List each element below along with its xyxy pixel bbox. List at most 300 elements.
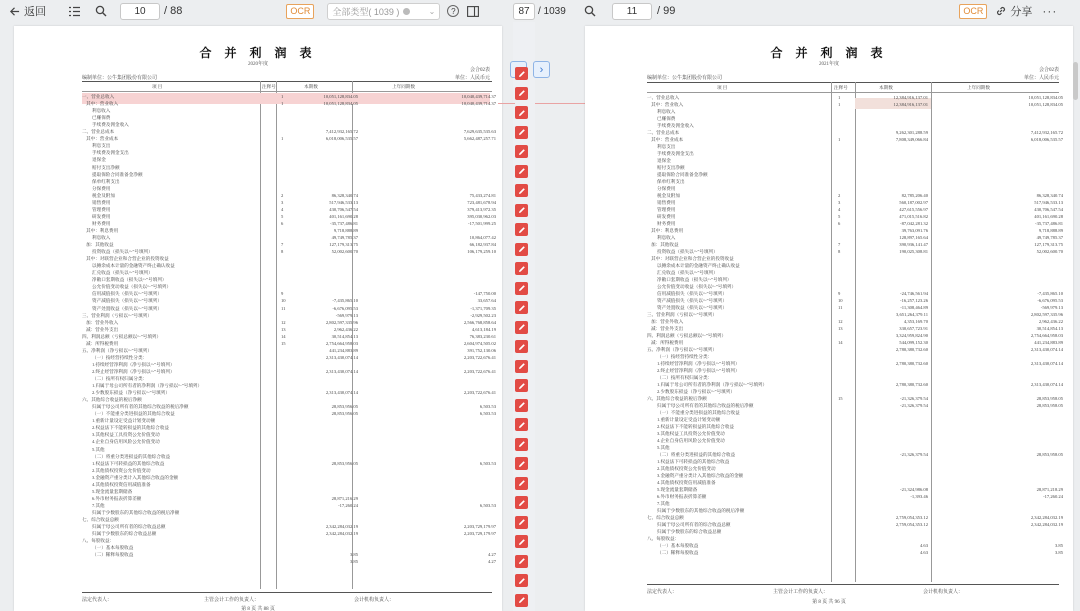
table-row — [647, 172, 1063, 178]
row-item: 利息支出 — [657, 144, 676, 149]
statement-year: 2020年度 — [247, 62, 268, 67]
table-row — [82, 277, 498, 283]
table-row — [647, 473, 1063, 479]
table-row — [647, 186, 1063, 192]
row-current: 28,871,216.29 — [331, 495, 358, 501]
row-item: 公允价值变动收益（损失以“-”号填列） — [92, 284, 172, 290]
annotation-marker-pencil-icon[interactable] — [515, 165, 528, 178]
annotation-marker-pencil-icon[interactable] — [515, 106, 528, 119]
row-prior: 66,182,937.84 — [469, 242, 496, 248]
table-row — [82, 320, 498, 326]
annotation-marker-pencil-icon[interactable] — [515, 204, 528, 217]
row-prior: 28,853,958.05 — [1036, 403, 1063, 408]
page-footer: 第 8 页 共 96 页 — [812, 600, 846, 605]
row-current: 4,353,169.70 — [903, 319, 928, 324]
row-prior: 6,503.53 — [479, 502, 496, 508]
row-current: 2,342,284,032.19 — [325, 524, 358, 530]
row-current: 401,161,690.28 — [329, 213, 358, 219]
row-prior: 76,383,230.61 — [469, 333, 496, 339]
clear-icon[interactable] — [403, 8, 410, 15]
row-prior: 10,051,128,834.05 — [1028, 102, 1063, 107]
row-item: 信用减值损失（损失以“-”号填列） — [657, 291, 727, 296]
row-item: 一、营业总收入 — [82, 94, 115, 99]
row-item: 归属于母公司所有者的其他综合收益的税后净额 — [657, 403, 754, 408]
row-item: 六、其他综合收益的税后净额 — [82, 397, 142, 403]
row-current: 82,785,206.40 — [901, 193, 928, 198]
company-name: 编制单位：公牛集团股份有限公司 — [647, 76, 723, 81]
chevron-down-icon[interactable]: ⌄ — [428, 6, 436, 16]
annotation-marker-pencil-icon[interactable] — [515, 67, 528, 80]
row-current: 4.63 — [919, 543, 928, 548]
table-row — [647, 291, 1063, 297]
table-row — [647, 424, 1063, 430]
row-current: 441,234,883.89 — [329, 347, 358, 353]
row-note: 1 — [281, 94, 284, 99]
row-prior: 9,718,888.89 — [1038, 228, 1063, 233]
table-row — [82, 355, 498, 361]
page-total: / 99 — [657, 5, 676, 17]
row-note: 1 — [281, 101, 284, 107]
row-current: 471,015,516.82 — [899, 214, 928, 219]
chevron-right-icon: › — [539, 63, 544, 76]
table-row — [647, 130, 1063, 136]
row-current: 3,651,264,379.11 — [896, 312, 928, 317]
currency-unit: 单位：人民币元 — [1023, 76, 1059, 81]
table-row — [82, 165, 498, 171]
row-item: 归属于少数股东的综合收益总额 — [657, 529, 722, 534]
annotation-marker-pencil-icon[interactable] — [515, 87, 528, 100]
row-current: 2,759,054,353.12 — [895, 522, 928, 527]
table-row — [647, 312, 1063, 318]
header-prior: 上年同期数 — [967, 85, 990, 90]
table-row — [82, 235, 498, 241]
annotation-marker-pencil-icon[interactable] — [515, 535, 528, 548]
table-row — [82, 228, 498, 234]
search-icon[interactable] — [584, 5, 596, 17]
table-row — [647, 389, 1063, 395]
table-row — [647, 536, 1063, 542]
row-note: 1 — [838, 95, 841, 100]
table-row — [647, 487, 1063, 493]
table-row — [647, 284, 1063, 290]
table-row — [82, 468, 498, 474]
row-note: 15 — [838, 396, 843, 401]
table-row — [647, 550, 1063, 556]
table-row — [82, 432, 498, 438]
sidebar-toggle-icon[interactable] — [467, 6, 479, 17]
row-prior: 7,629,635,535.63 — [463, 129, 496, 135]
table-row — [82, 179, 498, 185]
row-item: 六、其他综合收益的税后净额 — [647, 396, 707, 401]
row-item: 三、营业利润（亏损以“-”号填列） — [82, 312, 152, 318]
annotation-marker-pencil-icon[interactable] — [515, 574, 528, 587]
row-current: 28,853,956.05 — [331, 404, 358, 410]
table-row — [647, 263, 1063, 269]
row-note: 3 — [838, 200, 841, 205]
row-note: 10 — [281, 298, 286, 304]
table-row — [647, 494, 1063, 500]
table-row — [647, 466, 1063, 472]
table-row — [647, 200, 1063, 206]
header-note: 注释号 — [834, 85, 848, 90]
row-prior: 4.27 — [487, 559, 496, 565]
row-item: （一）不能重分类进损益的其他综合收益 — [657, 410, 740, 415]
annotation-marker-pencil-icon[interactable] — [515, 496, 528, 509]
right-toolbar — [572, 0, 1080, 22]
row-note: 11 — [281, 305, 286, 311]
row-current: 128,897,165.64 — [899, 235, 928, 240]
table-top-rule — [647, 82, 1059, 83]
type-filter-select[interactable] — [327, 3, 440, 20]
annotation-marker-pencil-icon[interactable] — [515, 184, 528, 197]
table-row — [647, 95, 1063, 101]
row-note: 1 — [281, 136, 284, 142]
row-current: 7,808,349,066.84 — [895, 137, 928, 142]
row-current: 12,384,916,137.01 — [893, 95, 928, 100]
row-current: 2,313,430,074.14 — [325, 390, 358, 396]
row-prior: 2,203,729,179.97 — [463, 531, 496, 537]
row-note: 2 — [838, 193, 841, 198]
row-item: 信用减值损失（损失以“-”号填列） — [92, 291, 162, 297]
row-prior: -569,979.13 — [1040, 305, 1063, 310]
row-prior: -147,750.00 — [473, 291, 496, 297]
row-item: 2.其他债权投资公允价值变动 — [92, 467, 151, 473]
annotation-page-total: / 1039 — [538, 5, 566, 17]
table-row — [82, 362, 498, 368]
type-filter-label: 全部类型( 1039 ) — [332, 6, 400, 17]
table-row — [647, 144, 1063, 150]
row-prior: 6,503.53 — [479, 411, 496, 417]
row-item: 汇兑收益（损失以“-”号填列） — [657, 270, 718, 275]
table-row — [647, 403, 1063, 409]
table-row — [82, 327, 498, 333]
row-prior: 4,613,184.19 — [471, 326, 496, 332]
annotation-marker-pencil-icon[interactable] — [515, 340, 528, 353]
table-row — [82, 129, 498, 135]
annotation-marker-pencil-icon[interactable] — [515, 262, 528, 275]
help-icon[interactable]: ? — [447, 5, 459, 17]
row-item: 减：所得税费用 — [651, 340, 684, 345]
row-item: 3.金融资产重分类计入其他综合收益的金额 — [92, 474, 179, 480]
row-current: 12,384,916,137.01 — [893, 102, 928, 107]
table-row — [82, 143, 498, 149]
row-item: 投资收益（损失以“-”号填列） — [92, 249, 153, 255]
row-prior: 5,662,487,257.71 — [463, 136, 496, 142]
row-item: 归属于少数股东的其他综合收益的税后净额 — [657, 508, 745, 513]
table-row — [647, 417, 1063, 423]
table-row — [82, 369, 498, 375]
row-note: 12 — [838, 319, 843, 324]
row-item: 手续费及佣金收入 — [657, 123, 694, 128]
header-rule — [82, 91, 492, 92]
row-prior: 3.85 — [1054, 543, 1063, 548]
share-button[interactable]: 分享 — [1010, 6, 1033, 18]
search-icon[interactable] — [95, 5, 107, 17]
table-row — [82, 503, 498, 509]
row-item: 手续费及佣金收入 — [92, 122, 129, 128]
row-note: 5 — [838, 214, 841, 219]
row-item: （二）将重分类进损益的其他综合收益 — [657, 452, 736, 457]
table-row — [82, 517, 498, 523]
row-item: 7.其他 — [92, 502, 105, 508]
table-row — [647, 270, 1063, 276]
row-item: 4.企业自身信用风险公允价值变动 — [657, 438, 725, 443]
row-item: 4.其他债权投资信用减值准备 — [657, 480, 716, 485]
row-item: 5.现金流量套期储备 — [92, 488, 133, 494]
header-item: 项 目 — [152, 84, 163, 89]
row-item: 3.其他权益工具投资公允价值变动 — [657, 431, 725, 436]
share-icon[interactable] — [995, 5, 1007, 17]
table-row — [647, 438, 1063, 444]
row-item: 利息收入 — [92, 108, 111, 114]
annotation-marker-pencil-icon[interactable] — [515, 516, 528, 529]
table-row — [647, 207, 1063, 213]
currency-unit: 单位：人民币元 — [454, 76, 490, 81]
row-current: -21,326,379.54 — [900, 452, 928, 457]
row-prior: 4.27 — [487, 552, 496, 558]
scrollbar-thumb[interactable] — [1073, 62, 1078, 100]
table-row — [82, 298, 498, 304]
row-item: 资产处置收益（损失以“-”号填列） — [657, 305, 727, 310]
row-note: 10 — [838, 298, 843, 303]
row-note: 4 — [838, 207, 841, 212]
row-item: （二）将重分类进损益的其他综合收益 — [92, 453, 171, 459]
table-row — [647, 151, 1063, 157]
row-prior: -6,676,095.53 — [1037, 298, 1063, 303]
page-number-input[interactable]: 11 — [612, 3, 652, 20]
row-current: 2,313,430,074.14 — [325, 368, 358, 374]
table-row — [82, 172, 498, 178]
row-current: -35,737,486.81 — [330, 220, 358, 226]
row-item: 归属于母公司所有者的综合收益总额 — [657, 522, 731, 527]
row-item: 利息收入 — [657, 109, 676, 114]
annotation-marker-pencil-icon[interactable] — [515, 301, 528, 314]
row-item: 2.少数股东损益（净亏损以“-”号填列） — [92, 390, 170, 396]
table-row — [647, 242, 1063, 248]
table-row — [82, 270, 498, 276]
row-current: -11,308,464.89 — [900, 305, 928, 310]
column-divider — [855, 82, 856, 582]
row-item: 分保费用 — [657, 186, 676, 191]
table-row — [647, 256, 1063, 262]
row-item: 3.金融资产重分类计入其他综合收益的金额 — [657, 473, 744, 478]
table-row — [82, 376, 498, 382]
row-current: -21,326,379.54 — [900, 403, 928, 408]
table-row — [82, 411, 498, 417]
more-icon[interactable]: ··· — [1042, 4, 1058, 18]
row-current: 28,853,956.05 — [331, 411, 358, 417]
row-item: 以摊余成本计量的金融资产终止确认收益 — [92, 263, 175, 269]
row-item: 手续费及佣金支出 — [92, 150, 129, 156]
row-note: 15 — [281, 340, 286, 346]
annotation-marker-pencil-icon[interactable] — [515, 243, 528, 256]
row-prior: 441,234,883.89 — [1034, 340, 1063, 345]
annotation-marker-pencil-icon[interactable] — [515, 418, 528, 431]
row-item: 五、净利润（净亏损以“-”号填列） — [647, 347, 717, 352]
annotation-page-input[interactable]: 87 — [513, 3, 535, 20]
row-item: 保单红利支出 — [657, 179, 685, 184]
row-item: 手续费及佣金支出 — [657, 151, 694, 156]
row-item: 5.其他 — [657, 445, 670, 450]
row-item: 一、营业总收入 — [647, 95, 680, 100]
statement-year: 2021年度 — [818, 62, 839, 67]
annotation-marker-pencil-icon[interactable] — [515, 360, 528, 373]
table-row — [82, 531, 498, 537]
back-arrow-icon[interactable] — [8, 6, 20, 17]
annotation-marker-pencil-icon[interactable] — [515, 223, 528, 236]
table-row — [647, 305, 1063, 311]
annotation-marker-pencil-icon[interactable] — [515, 321, 528, 334]
row-item: 研发费用 — [92, 213, 111, 219]
table-row — [647, 431, 1063, 437]
table-row — [82, 454, 498, 460]
table-row — [82, 136, 498, 142]
table-row — [647, 515, 1063, 521]
row-item: （一）基本每股收益 — [92, 545, 134, 551]
table-bottom-rule — [82, 592, 492, 593]
annotation-sidebar — [513, 22, 544, 611]
table-row — [82, 552, 498, 558]
table-row — [82, 263, 498, 269]
row-note: 13 — [838, 326, 843, 331]
page-number-input[interactable]: 10 — [120, 3, 160, 20]
table-row — [647, 193, 1063, 199]
column-divider — [831, 82, 832, 582]
row-item: 税金及附加 — [657, 193, 680, 198]
row-prior: 2,566,768,858.64 — [463, 319, 496, 325]
row-prior: 2,203,722,676.41 — [463, 368, 496, 374]
header-rule — [647, 92, 1059, 93]
row-prior: 2,342,284,032.19 — [1030, 515, 1063, 520]
row-prior: 430,706,547.54 — [1034, 207, 1063, 212]
row-prior: 2,203,722,676.41 — [463, 354, 496, 360]
row-prior: 2,203,729,179.97 — [463, 524, 496, 530]
row-current: 4.63 — [919, 550, 928, 555]
row-item: 五、净利润（净亏损以“-”号填列） — [82, 347, 152, 353]
row-prior: -17,501,999.25 — [468, 220, 496, 226]
row-note: 6 — [838, 221, 841, 226]
row-current: -24,746,561.94 — [900, 291, 928, 296]
row-current: 127,179,313.75 — [329, 242, 358, 248]
row-current: 39,763,091.76 — [901, 228, 928, 233]
row-item: 管理费用 — [92, 206, 111, 212]
row-current: -21,326,379.54 — [900, 396, 928, 401]
row-prior: 2,802,597,335.96 — [1030, 312, 1063, 317]
annotation-marker-pencil-icon[interactable] — [515, 379, 528, 392]
row-item: 其中：营业成本 — [651, 137, 684, 142]
row-item: 1.权益法下可转损益的其他综合收益 — [92, 460, 165, 466]
annotation-toolbar — [510, 0, 572, 22]
row-item: 加：营业外收入 — [86, 319, 119, 325]
row-item: 6.外币财务报表折算差额 — [657, 494, 707, 499]
table-row — [82, 221, 498, 227]
annotation-marker-pencil-icon[interactable] — [515, 594, 528, 607]
footer-accounting-head: 主管会计工作的负责人： — [773, 590, 829, 595]
row-current: 6,018,006,535.57 — [325, 136, 358, 142]
row-current: 2,780,380,732.60 — [895, 382, 928, 387]
row-current: 86,328,340.74 — [331, 192, 358, 198]
table-row — [647, 165, 1063, 171]
annotation-marker-pencil-icon[interactable] — [515, 282, 528, 295]
statement-title: 合 并 利 润 表 — [770, 46, 888, 60]
row-item: 八、每股收益： — [82, 538, 115, 544]
row-note: 11 — [838, 305, 843, 310]
table-row — [82, 101, 498, 107]
back-button[interactable]: 返回 — [24, 6, 46, 18]
ocr-button[interactable]: OCR — [286, 4, 314, 19]
row-item: 归属于母公司所有者的其他综合收益的税后净额 — [92, 404, 189, 410]
table-row — [647, 522, 1063, 528]
row-prior: 10,040,439,714.37 — [461, 101, 496, 107]
annotation-marker-pencil-icon[interactable] — [515, 457, 528, 470]
table-row — [82, 447, 498, 453]
row-current: 560,187,002.97 — [899, 200, 928, 205]
row-item: 1.持续经营净利润（净亏损以“-”号填列） — [657, 361, 740, 366]
annotation-marker-pencil-icon[interactable] — [515, 438, 528, 451]
table-row — [82, 193, 498, 199]
row-prior: 395,030,962.03 — [467, 213, 496, 219]
outline-list-icon[interactable] — [68, 6, 81, 17]
row-prior: 391,752,130.06 — [467, 347, 496, 353]
ocr-button[interactable]: OCR — [959, 4, 987, 19]
row-prior: 7,412,932,165.72 — [1030, 130, 1063, 135]
page-footer: 第 8 页 共 88 页 — [241, 607, 275, 611]
row-item: 归属于少数股东的综合收益总额 — [92, 531, 157, 537]
row-item: 利息支出 — [92, 143, 111, 149]
annotation-marker-pencil-icon[interactable] — [515, 145, 528, 158]
row-note: 4 — [281, 206, 284, 212]
annotation-marker-pencil-icon[interactable] — [515, 126, 528, 139]
row-item: 八、每股收益： — [647, 536, 680, 541]
table-row — [82, 214, 498, 220]
footer-legal-rep: 法定代表人： — [647, 590, 678, 595]
row-current: 2,802,597,335.96 — [325, 319, 358, 325]
table-row — [82, 242, 498, 248]
row-item: 归属于母公司所有者的综合收益总额 — [92, 524, 166, 530]
table-row — [82, 313, 498, 319]
annotation-marker-pencil-icon[interactable] — [515, 399, 528, 412]
table-row — [647, 102, 1063, 108]
row-item: 财务费用 — [657, 221, 676, 226]
row-item: 其中：对联营企业和合营企业的投资收益 — [651, 256, 734, 261]
row-item: 3.其他权益工具投资公允价值变动 — [92, 432, 160, 438]
row-item: 七、综合收益总额 — [647, 515, 684, 520]
table-row — [82, 475, 498, 481]
table-top-rule — [82, 81, 492, 82]
table-row — [82, 207, 498, 213]
table-row — [82, 94, 498, 100]
row-item: 1.归属于母公司所有者的净利润（净亏损以“-”号填列） — [657, 382, 768, 387]
row-item: 四、利润总额（亏损总额以“-”号填列） — [647, 333, 727, 338]
row-prior: 75,433,274.81 — [469, 192, 496, 198]
table-row — [82, 256, 498, 262]
table-row — [82, 425, 498, 431]
statement-title: 合 并 利 润 表 — [199, 46, 317, 60]
row-current: 2,780,380,732.60 — [895, 361, 928, 366]
row-current: 10,051,128,834.05 — [323, 101, 358, 107]
next-diff-button[interactable] — [533, 61, 550, 78]
table-row — [82, 186, 498, 192]
header-current: 本期数 — [879, 85, 893, 90]
annotation-marker-pencil-icon[interactable] — [515, 477, 528, 490]
table-row — [647, 298, 1063, 304]
table-row — [82, 115, 498, 121]
table-row — [647, 319, 1063, 325]
row-item: 4.企业自身信用风险公允价值变动 — [92, 439, 160, 445]
row-current: 3.85 — [349, 552, 358, 558]
annotation-marker-pencil-icon[interactable] — [515, 555, 528, 568]
row-current: 2,759,054,353.12 — [895, 515, 928, 520]
